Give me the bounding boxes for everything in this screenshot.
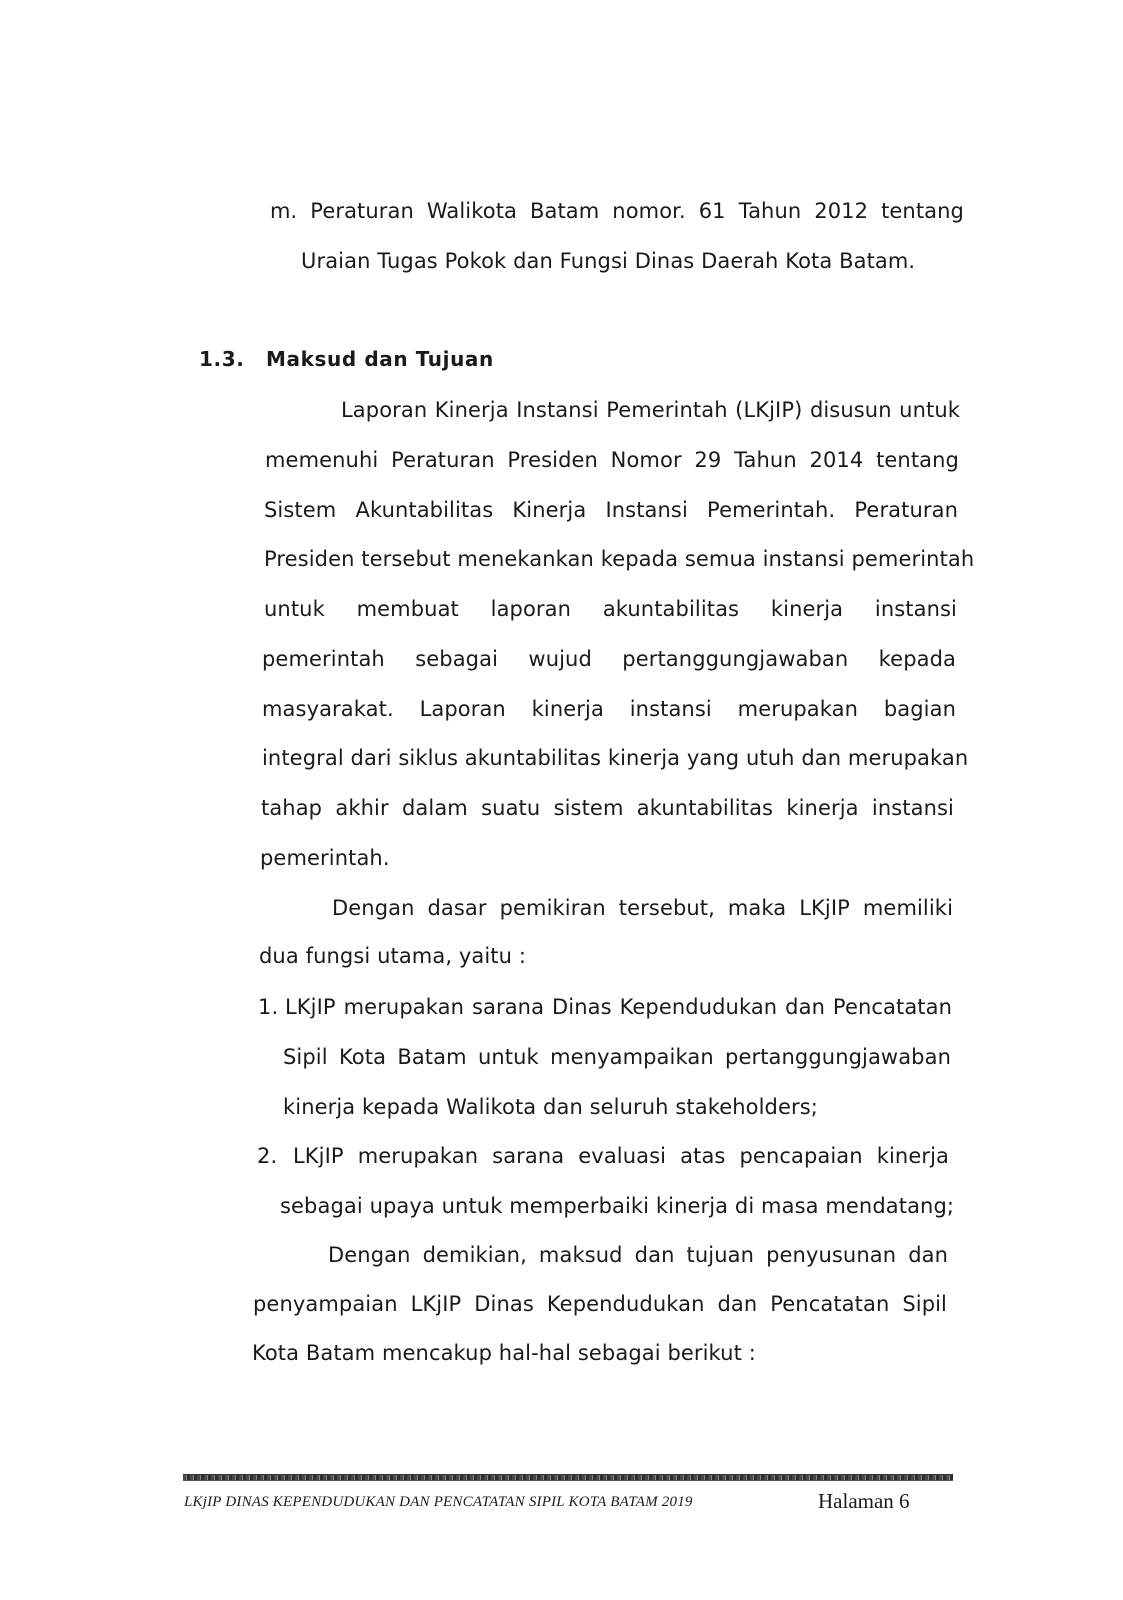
paragraph-1-line-4: Presiden tersebut menekankan kepada semua instansi pemerintah [264,547,975,571]
list-item-m-line-2: Uraian Tugas Pokok dan Fungsi Dinas Daerah Kota Batam. [301,249,916,273]
paragraph-1-line-8: integral dari siklus akuntabilitas kinerja yang utuh dan merupakan [262,746,969,770]
paragraph-1-line-6: pemerintah sebagai wujud pertanggungjawaban kepada [262,647,956,671]
list-item-m-line-1: m. Peraturan Walikota Batam nomor. 61 Tahun 2012 tentang [270,199,964,223]
paragraph-3-line-2: penyampaian LKjIP Dinas Kependudukan dan Pencatatan Sipil [253,1292,947,1316]
paragraph-1-line-3: Sistem Akuntabilitas Kinerja Instansi Pemerintah. Peraturan [264,498,958,522]
paragraph-3-line-3: Kota Batam mencakup hal-hal sebagai berikut : [252,1341,756,1365]
function-2-line-2: sebagai upaya untuk memperbaiki kinerja di masa mendatang; [280,1194,955,1218]
paragraph-2-line-1: Dengan dasar pemikiran tersebut, maka LKjIP memiliki [332,896,953,920]
paragraph-1-line-7: masyarakat. Laporan kinerja instansi merupakan bagian [262,697,956,721]
function-2-line-1: LKjIP merupakan sarana evaluasi atas pencapaian kinerja [293,1144,949,1168]
paragraph-1-line-2: memenuhi Peraturan Presiden Nomor 29 Tahun 2014 tentang [265,448,959,472]
footer-title: LKjIP DINAS KEPENDUDUKAN DAN PENCATATAN SIPIL KOTA BATAM 2019 [184,1494,693,1510]
function-1-line-1: LKjIP merupakan sarana Dinas Kependudukan dan Pencatatan [285,995,952,1019]
section-number: 1.3. [199,347,245,371]
function-1-number: 1. [258,995,279,1019]
page-number: Halaman 6 [818,1489,910,1513]
paragraph-1-line-10: pemerintah. [260,846,390,870]
paragraph-1-line-9: tahap akhir dalam suatu sistem akuntabilitas kinerja instansi [261,796,954,820]
function-1-line-2: Sipil Kota Batam untuk menyampaikan pertanggungjawaban [283,1045,951,1069]
paragraph-3-line-1: Dengan demikian, maksud dan tujuan penyusunan dan [328,1243,948,1267]
paragraph-1-line-5: untuk membuat laporan akuntabilitas kinerja instansi [264,597,957,621]
function-1-line-3: kinerja kepada Walikota dan seluruh stakeholders; [283,1095,818,1119]
function-2-number: 2. [257,1144,278,1168]
paragraph-2-line-2: dua fungsi utama, yaitu : [259,944,526,968]
footer-rule [183,1474,953,1481]
paragraph-1-line-1: Laporan Kinerja Instansi Pemerintah (LKjIP) disusun untuk [341,398,960,422]
section-title: Maksud dan Tujuan [266,347,494,371]
